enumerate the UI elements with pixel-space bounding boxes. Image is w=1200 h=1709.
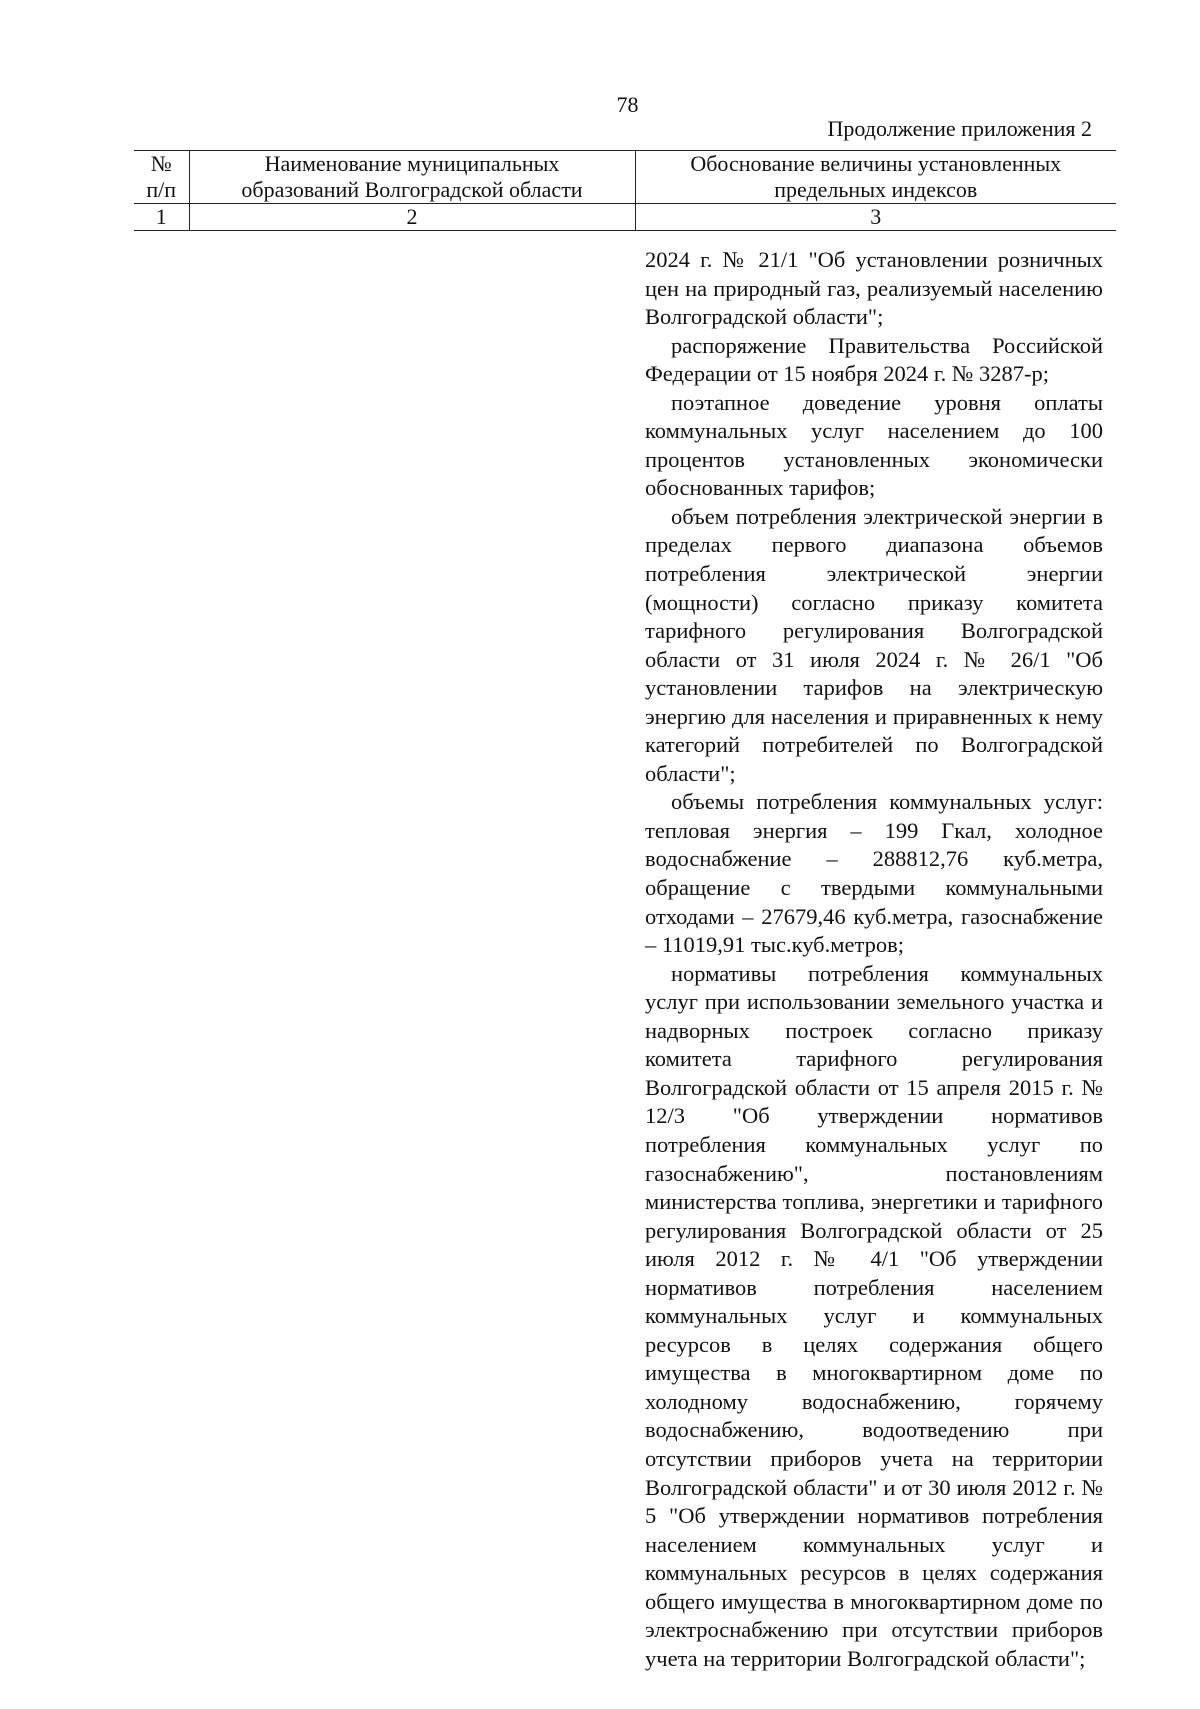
col-name-header	[189, 151, 635, 204]
table-header	[134, 150, 1116, 231]
col-name-line2: образований Волгоградской области	[241, 177, 583, 202]
paragraph: распоряжение Правительства Российской Федерации от 15 ноября 2024 г. № 3287-р;	[645, 332, 1103, 387]
col-number-line1: №	[150, 151, 172, 176]
paragraph: объемы потребления коммунальных услуг: тепловая энергия – 199 Гкал, холодное водоснабжение – 288812,76 куб.метра, обращение с твердыми коммунальными отходами – 27679,46 куб.метра, газоснабжение – 11019,91 тыс.куб.метров;	[645, 789, 1103, 958]
col-justification-header	[635, 151, 1116, 204]
col-justification-line2: предельных индексов	[774, 177, 978, 202]
paragraph: нормативы потребления коммунальных услуг при использовании земельного участка и надворных построек согласно приказу комитета тарифного регулирования Волгоградской области от 15 апреля 2015 г. № 12/3 "Об утверждении нормативов потребления коммунальных услуг по газоснабжению", постановлениям министерства топлива, энергетики и тарифного регулирования Волгоградской области от 25 июля 2012 г. № 4/1 "Об утверждении нормативов потребления населением коммунальных услуг и коммунальных ресурсов в целях содержания общего имущества в многоквартирном доме по холодному водоснабжению, горячему водоснабжению, водоотведению при отсутствии приборов учета на территории Волгоградской области" и от 30 июля 2012 г. № 5 "Об утверждении нормативов потребления населением коммунальных услуг и коммунальных ресурсов в целях содержания общего имущества в многоквартирном доме по электроснабжению при отсутствии приборов учета на территории Волгоградской области";	[645, 960, 1103, 1671]
col-name-line1: Наименование муниципальных	[264, 151, 560, 176]
column-number-2: 2	[189, 204, 635, 231]
paragraph: 2024 г. № 21/1 "Об установлении розничных цен на природный газ, реализуемый населению Волгоградской области";	[645, 247, 1103, 330]
page-number: 78	[616, 92, 639, 117]
column-number-1: 1	[134, 204, 189, 231]
col-number-header	[134, 151, 189, 204]
col-justification-line1: Обоснование величины установленных	[690, 151, 1062, 176]
header-row	[134, 151, 1116, 204]
column-number-3: 3	[635, 204, 1116, 231]
justification-text	[645, 246, 1103, 1673]
continuation-label: Продолжение приложения 2	[827, 116, 1092, 141]
paragraph: объем потребления электрической энергии в пределах первого диапазона объемов потребления электрической энергии (мощности) согласно приказу комитета тарифного регулирования Волгоградской области от 31 июля 2024 г. № 26/1 "Об установлении тарифов на электрическую энергию для населения и приравненных к нему категорий потребителей по Волгоградской области";	[645, 503, 1103, 786]
paragraph: поэтапное доведение уровня оплаты коммунальных услуг населением до 100 процентов установленных экономически обоснованных тарифов;	[645, 389, 1103, 501]
col-number-line2: п/п	[146, 177, 177, 202]
column-number-row	[134, 204, 1116, 231]
